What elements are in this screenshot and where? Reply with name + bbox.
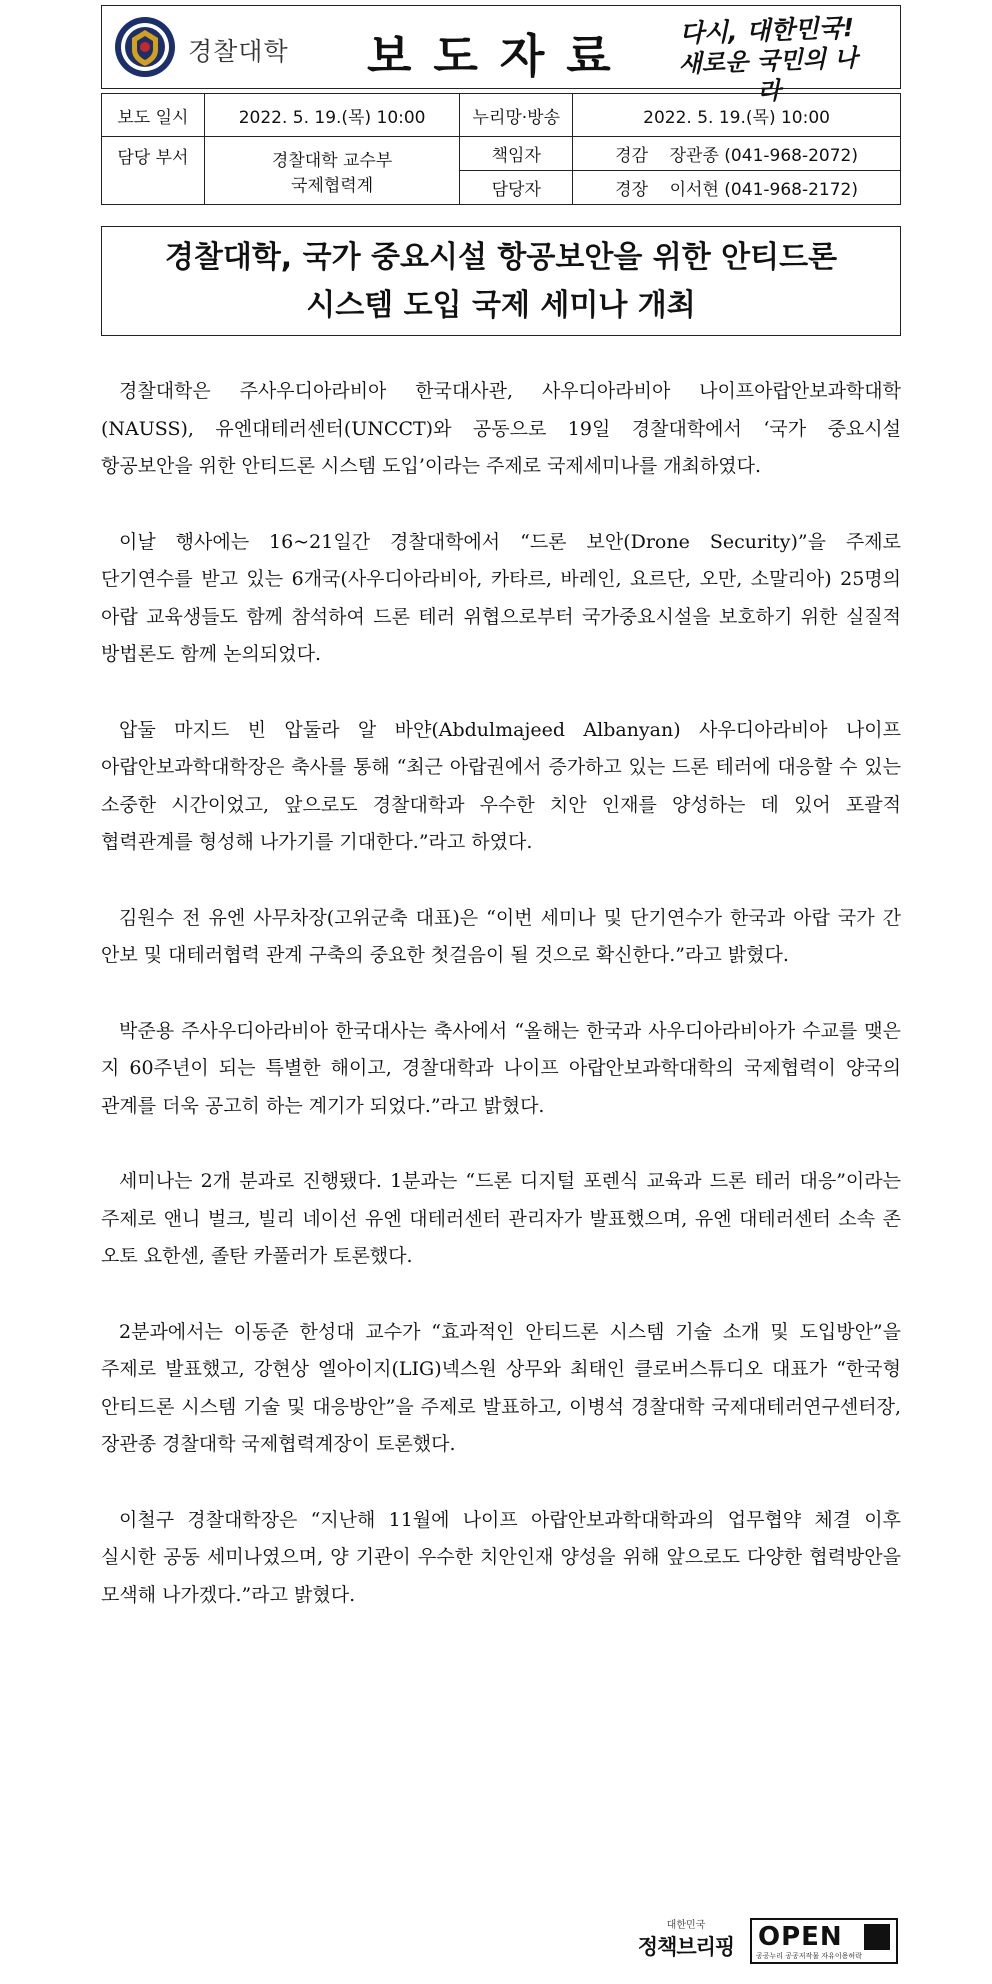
online-value: 2022. 5. 19.(목) 10:00 [573, 94, 901, 137]
online-label: 누리망·방송 [460, 94, 573, 137]
paragraph: 박준용 주사우디아라비아 한국대사는 축사에서 “올해는 한국과 사우디아라비아가 수교를 맺은 지 60주년이 되는 특별한 해이고, 경찰대학과 나이프 아랍안보과학대학의 국제협력이 양국의 관계를 더욱 공고히 하는 계기가 되었다.”라고 밝혔다. [101, 1019, 901, 1117]
briefing-small: 대한민국 [666, 1920, 706, 1931]
release-value: 2022. 5. 19.(목) 10:00 [204, 94, 460, 137]
open-label: OPEN [758, 1922, 843, 1952]
footer-logos [630, 1916, 900, 1972]
org-name: 경찰대학 [188, 37, 289, 66]
release-label: 보도 일시 [102, 94, 205, 137]
paragraph: 경찰대학은 주사우디아라비아 한국대사관, 사우디아라비아 나이프아랍안보과학대학(NAUSS), 유엔대테러센터(UNCCT)와 공동으로 19일 경찰대학에서 ‘국가 중요시설 항공보안을 위한 안티드론 시스템 도입’이라는 주제로 국제세미나를 개최하였다. [101, 380, 901, 477]
dept-line1: 경찰대학 교수부 [271, 150, 393, 171]
kogl-open-badge [750, 1918, 898, 1964]
dept-label: 담당 부서 [102, 137, 205, 205]
person-icon [864, 1924, 890, 1950]
slogan-line1: 다시, 대한민국! [679, 12, 855, 49]
paragraph: 2분과에서는 이동준 한성대 교수가 “효과적인 안티드론 시스템 기술 소개 및 도입방안”을 주제로 발표했고, 강현상 엘아이지(LIG)넥스원 상무와 최태인 클로버스튜디오 대표가 “한국형 안티드론 시스템 기술 및 대응방안”을 주제로 발표하고, 이병석 경찰대학 국제대테러연구센터장, 장관종 경찰대학 국제협력계장이 토론했다. [101, 1320, 901, 1455]
press-title: 보도자료 [367, 29, 633, 83]
press-header [101, 5, 901, 106]
policy-briefing-logo [630, 1916, 742, 1961]
paragraph: 이철구 경찰대학장은 “지난해 11월에 나이프 아랍안보과학대학과의 업무협약 체결 이후 실시한 공동 세미나였으며, 양 기관이 우수한 치안인재 양성을 위해 앞으로도 다양한 협력방안을 모색해 나가겠다.”라고 밝혔다. [101, 1508, 901, 1606]
dept-line2: 국제협력계 [291, 175, 374, 196]
briefing-big: 정책브리핑 [637, 1935, 735, 1959]
paragraph: 압둘 마지드 빈 압둘라 알 바얀(Abdulmajeed Albanyan) 사우디아라비아 나이프 아랍안보과학대학장은 축사를 통해 “최근 아랍권에서 증가하고 있는 드론 테러에 대응할 수 있는 소중한 시간이었고, 앞으로도 경찰대학과 우수한 치안 인재를 양성하는 데 있어 포괄적 협력관계를 형성해 나가기를 기대한다.”라고 하였다. [101, 718, 901, 853]
slogan-line2: 새로운 국민의 나라 [678, 43, 858, 106]
police-emblem-icon [114, 16, 176, 78]
contact-value: 경장 이서현 (041-968-2172) [573, 171, 901, 205]
contact-label: 담당자 [460, 171, 573, 205]
paragraph: 김원수 전 유엔 사무차장(고위군축 대표)은 “이번 세미나 및 단기연수가 한국과 아랍 국가 간 안보 및 대테러협력 관계 구축의 중요한 첫걸음이 될 것으로 확신한다.”라고 밝혔다. [101, 906, 901, 966]
article-body [101, 373, 901, 1652]
headline-box [101, 226, 901, 336]
dept-value [204, 137, 460, 205]
manager-value: 경감 장관종 (041-968-2072) [573, 137, 901, 171]
paragraph: 이날 행사에는 16~21일간 경찰대학에서 “드론 보안(Drone Security)”을 주제로 단기연수를 받고 있는 6개국(사우디아라비아, 카타르, 바레인, 요르단, 오만, 소말리아) 25명의 아랍 교육생들도 함께 참석하여 드론 테러 위협으로부터 국가중요시설을 보호하기 위한 실질적 방법론도 함께 논의되었다. [101, 530, 901, 665]
open-caption: 공공누리 공공저작물 자유이용허락 [756, 1952, 862, 1960]
info-table [101, 93, 901, 205]
paragraph: 세미나는 2개 분과로 진행됐다. 1분과는 “드론 디지털 포렌식 교육과 드론 테러 대응”이라는 주제로 앤니 벌크, 빌리 네이선 유엔 대테러센터 관리자가 발표했으며, 유엔 대테러센터 소속 존 오토 요한센, 졸탄 카풀러가 토론했다. [101, 1170, 901, 1267]
manager-label: 책임자 [460, 137, 573, 171]
headline-line1: 경찰대학, 국가 중요시설 항공보안을 위한 안티드론 [164, 240, 838, 275]
headline-line2: 시스템 도입 국제 세미나 개최 [306, 288, 696, 323]
